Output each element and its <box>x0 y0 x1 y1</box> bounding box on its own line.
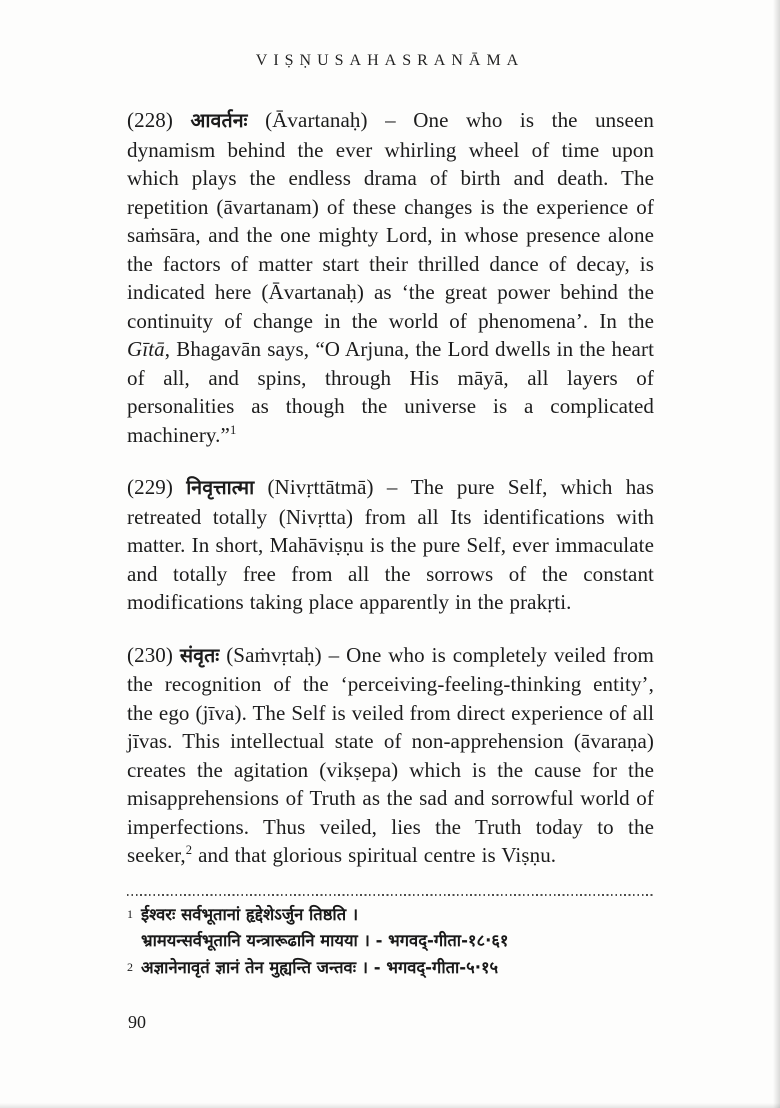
footnote-marker: 2 <box>127 959 133 974</box>
footnote-ref: 2 <box>185 843 193 857</box>
footnote <box>127 902 654 955</box>
footnotes <box>127 902 654 982</box>
text-run: (229) <box>127 475 187 499</box>
text-run: (230) <box>127 642 180 667</box>
body-paragraphs <box>127 106 654 870</box>
footnote <box>127 955 654 982</box>
body-paragraph <box>127 106 654 449</box>
text-run: (Saṁvṛtaḥ) – One who is completely veiled from the recognition of the ‘perceiving-feeling-thinking entity’, the ego (jīva). The Self is veiled from direct experience of all jīvas. This intellectual state of non-apprehension (āvaraṇa) creates the agitation (vikṣepa) which is the cause for the misapprehensions of Truth as the sad and sorrowful world of imperfections. Thus veiled, lies the Truth today to the seeker, <box>127 642 654 867</box>
footnote-separator <box>127 894 654 896</box>
page-content <box>127 106 654 981</box>
running-head: VIṢṆUSAHASRANĀMA <box>255 52 525 69</box>
footnote-line: भ्रामयन्सर्वभूतानि यन्त्रारूढानि मायया । - भगवद्-गीता-१८·६१ <box>141 931 509 950</box>
text-run: , Bhagavān says, “O Arjuna, the Lord dwells in the heart of all, and spins, through His māyā, all layers of personalities as though the universe is a complicated machinery.” <box>127 337 654 447</box>
text-run: (228) <box>127 108 191 132</box>
devanagari-name: संवृतः <box>179 643 220 667</box>
devanagari-name: आवर्तनः <box>190 109 248 132</box>
page-number: 90 <box>128 1012 146 1032</box>
footnote-ref: 1 <box>229 422 237 437</box>
footnote-marker: 1 <box>127 906 133 921</box>
footnote-line: ईश्वरः सर्वभूतानां हृद्देशेऽर्जुन तिष्ठति । <box>141 904 359 924</box>
devanagari-name: निवृत्तात्मा <box>186 476 255 499</box>
text-run: and that glorious spiritual centre is Viṣṇu. <box>192 843 557 867</box>
footnote-text <box>141 955 498 982</box>
italic-text-run: Gītā <box>127 337 165 361</box>
text-run: (Āvartanaḥ) – One who is the unseen dynamism behind the ever whirling wheel of time upon which plays the endless drama of birth and death. The repetition (āvartanam) of these changes is the experience of saṁsāra, and the one mighty Lord, in whose presence alone the factors of matter start their thrilled dance of decay, is indicated here (Āvartanaḥ) as ‘the great power behind the continuity of change in the world of phenomena’. In the <box>127 108 654 333</box>
text-run: (Nivṛttātmā) – The pure Self, which has retreated totally (Nivṛtta) from all Its identifications with matter. In short, Mahāviṣṇu is the pure Self, ever immaculate and totally free from all the sorrows of the constant modifications taking place apparently in the prakṛti. <box>127 475 655 614</box>
footnote-line: अज्ञानेनावृतं ज्ञानं तेन मुह्यन्ति जन्तवः । - भगवद्-गीता-५·१५ <box>141 957 499 977</box>
body-paragraph <box>127 641 654 870</box>
footnote-text <box>141 902 509 955</box>
body-paragraph <box>127 473 654 617</box>
